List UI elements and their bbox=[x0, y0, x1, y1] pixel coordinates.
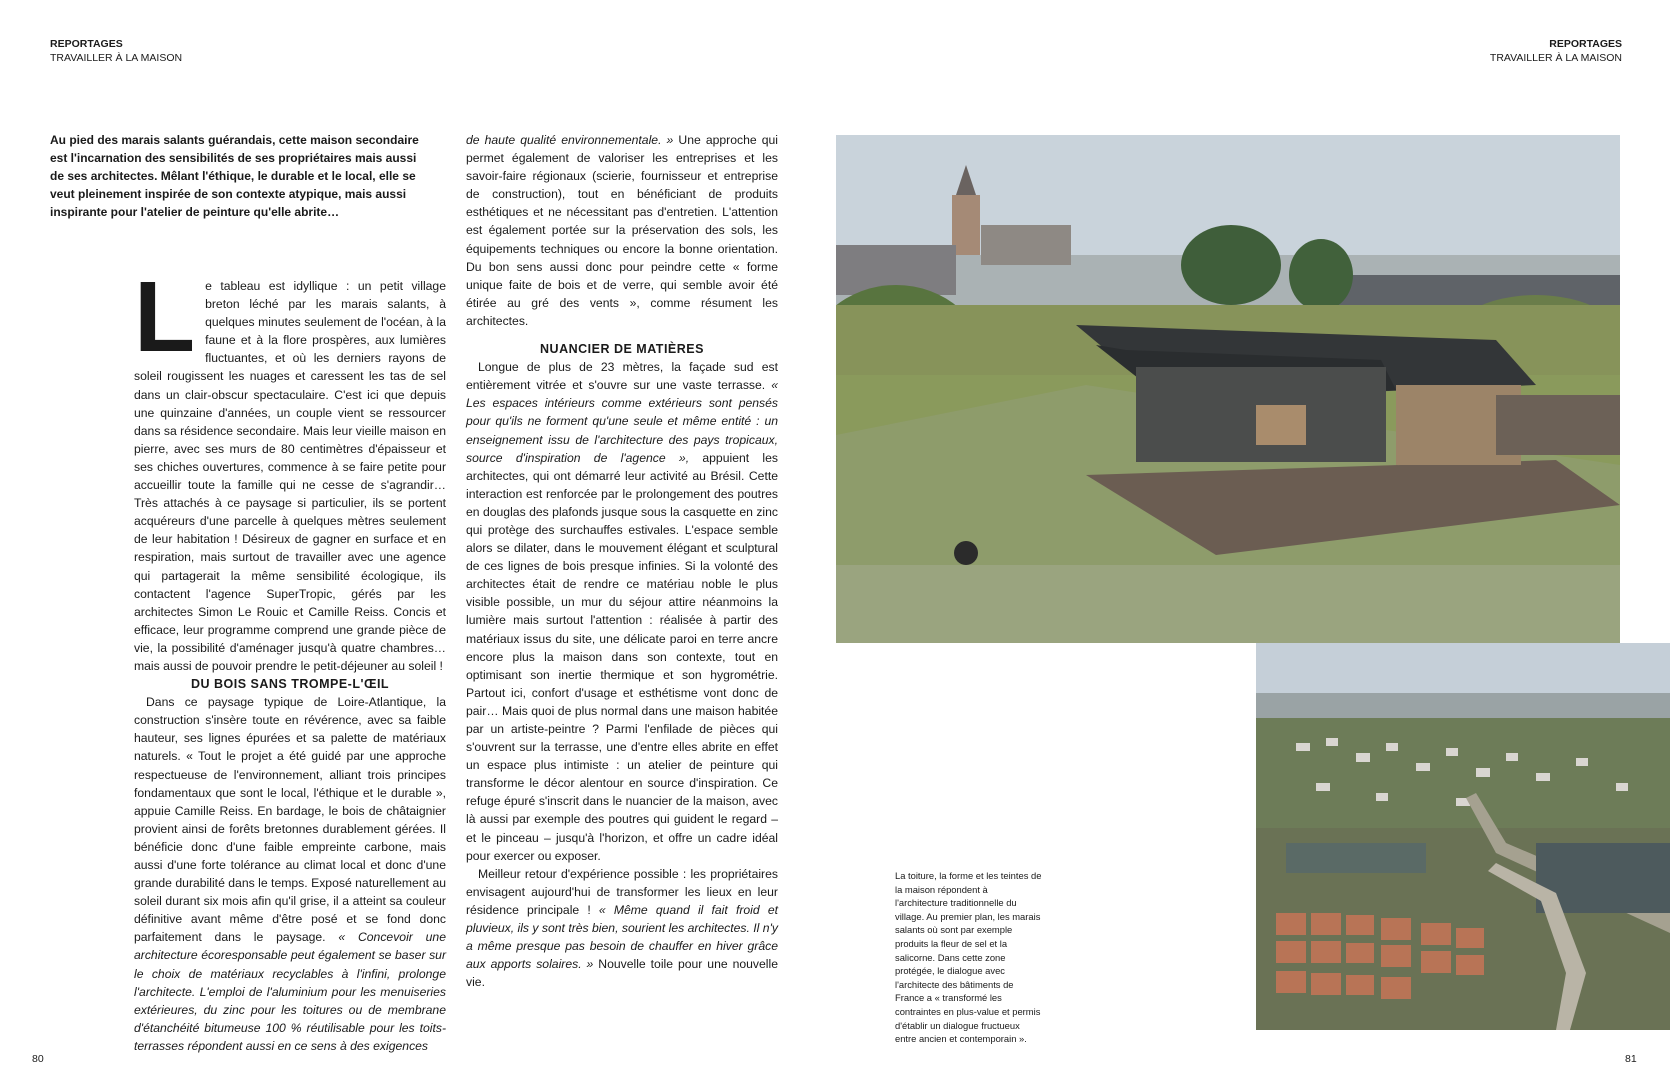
intro-paragraph: Au pied des marais salants guérandais, cette maison secondaire est l'incarnation des sensibilités de ses propriétaires mais aussi de ses architectes. Mêlant l'éthique, le durable et le local, elle se veut pleinement inspirée de son contexte atypique, mais aussi inspirante pour l'atelier de peinture qu'elle abrite… bbox=[50, 133, 419, 219]
section-title: REPORTAGES bbox=[50, 38, 123, 50]
house-photo-illustration bbox=[836, 135, 1620, 643]
section-title-right: REPORTAGES bbox=[1549, 38, 1622, 50]
photo-caption: La toiture, la forme et les teintes de la maison répondent à l'architecture traditionnelle du village. Au premier plan, les marais salants où sont par exemple produits la fleur de sel et la salicorne. Dans cette zone protégée, le dialogue avec l'architecte des bâtiments de France a « transformé les contraintes en plus-value et permis d'établir un dialogue fructueux entre ancien et contemporain ». bbox=[895, 870, 1042, 1045]
subhead-nuancier: NUANCIER DE MATIÈRES bbox=[540, 342, 704, 357]
header-right bbox=[1490, 37, 1622, 65]
page-number-left: 80 bbox=[32, 1053, 44, 1065]
article-column-2 bbox=[466, 131, 778, 991]
article-paragraph: Le tableau est idyllique : un petit village breton léché par les marais salants, à quelques minutes seulement de l'océan, à la faune et à la flore prospères, aux lumières fluctuantes, et où les derniers rayons de soleil rougissent les nuages et caressent les tas de sel dans un clair-obscur spectaculaire. C'est ici que depuis une quinzaine d'années, un couple vient se ressourcer dans sa résidence secondaire. Mais leur vieille maison en pierre, avec ses murs de 80 centimètres d'épaisseur et ses chiches ouvertures, commence à se faire petite pour accueillir toute la famille qui ne cesse de s'agrandir… Très attachés à ce paysage si particulier, ils se portent acquéreurs d'une parcelle à quelques mètres seulement de leur habitation ! Désireux de gagner en surface et en respiration, mais surtout de travailler avec une agence qui partagerait la même sensibilité écologique, ils contactent l'agence SuperTropic, gérés par les architectes Simon Le Rouic et Camille Reiss. Concis et efficace, leur programme comprend une grande pièce de vie, la possibilité d'aménager jusqu'à quatre chambres… mais aussi de pouvoir prendre le petit-déjeuner au soleil ! bbox=[134, 261, 446, 673]
article-paragraph: Dans ce paysage typique de Loire-Atlantique, la construction s'insère toute en révérence, avec sa faible hauteur, ses lignes épurées et sa palette de matériaux naturels. « Tout le projet a été guidé par une approche respectueuse de l'environnement, alliant trois principes fondamentaux que sont le local, l'éthique et le durable », appuie Camille Reiss. En bardage, le bois de châtaignier provient ainsi de forêts bretonnes durablement gérées. Il bénéficie donc d'une faible empreinte carbone, mais aussi d'une forte tolérance au climat local et donc d'une grande durabilité dans le temps. Exposé naturellement au soleil durant six mois afin qu'il grise, il a atteint sa couleur définitive avant même d'être posé et se fond donc parfaitement dans le paysage. « Concevoir une architecture écoresponsable peut également se baser sur le choix de matériaux recyclables à l'infini, prolonge l'architecte. L'emploi de l'aluminium pour les menuiseries extérieures, du zinc pour les toitures ou de membrane d'étanchéité bitumeuse 100 % réutilisable pour les toits-terrasses répondent aussi en ce sens à des exigences bbox=[134, 695, 446, 1053]
subsection-title-right: TRAVAILLER À LA MAISON bbox=[1489, 52, 1622, 64]
aerial-photo-illustration bbox=[1256, 643, 1670, 1030]
aerial-photo bbox=[1256, 643, 1670, 1030]
article-paragraph: de haute qualité environnementale. » Une approche qui permet également de valoriser les entreprises et les savoir-faire régionaux (scierie, fournisseur et entreprise de construction), tout en bénéficiant de produits esthétiques et ne nécessitant pas d'entretien. L'attention est également portée sur la préservation des sols, les équipements techniques ou encore la bonne orientation. Du bon sens aussi donc pour peindre cette « forme unique faite de bois et de verre, qui semble avoir été étirée au gré des vents », comme résument les architectes. bbox=[466, 133, 778, 328]
article-column-1 bbox=[134, 261, 446, 1055]
article-paragraph: Meilleur retour d'expérience possible : les propriétaires envisagent aujourd'hui de transformer les lieux en leur résidence principale ! « Même quand il fait froid et pluvieux, ils y sont très bien, sourient les architectes. Il n'y a même presque pas besoin de chauffer en hiver grâce aux apports solaires. » Nouvelle toile pour une nouvelle vie. bbox=[466, 866, 778, 990]
article-paragraph: Longue de plus de 23 mètres, la façade sud est entièrement vitrée et s'ouvre sur une vaste terrasse. « Les espaces intérieurs comme extérieurs sont pensés pour qu'ils ne forment qu'une seule et même entité : un enseignement issu de l'architecture des pays tropicaux, source d'inspiration de l'agence », appuient les architectes, qui ont démarré leur activité au Brésil. Cette interaction est renforcée par le prolongement des poutres en douglas des plafonds jusque sous la casquette en zinc qui protège des surchauffes estivales. L'espace semble alors se dilater, dans le mouvement élégant et sculptural de ces lignes de bois presque infinies. Si la volonté des architectes était de rendre ce matériau noble le plus visible possible, un mur du séjour attire néanmoins la lumière mais surtout l'attention : réalisée à partir des matériaux issus du site, une délicate paroi en terre ancre encore plus la maison dans son contexte, tout en optimisant son inertie thermique et son hygrométrie. Partout ici, confort d'usage et esthétisme vont donc de pair… Mais quoi de plus normal dans une maison habitée par un artiste-peintre ? Parmi l'enfilade de pièces qui s'ouvrent sur la terrasse, une d'entre elles abrite en effet un espace plus intimiste : un atelier de peinture qui transforme le décor alentour en source d'inspiration. Ce refuge épuré s'inscrit dans le nuancier de la maison, avec là aussi par exemple des poutres qui guident le regard – et le pinceau – jusqu'à l'horizon, et offre un cadre idéal pour exercer ou exposer. bbox=[466, 360, 778, 863]
drop-cap: L bbox=[134, 261, 196, 373]
house-photo bbox=[836, 135, 1620, 643]
header-left bbox=[50, 37, 182, 65]
page-number-right: 81 bbox=[1625, 1053, 1637, 1065]
subsection-title: TRAVAILLER À LA MAISON bbox=[50, 52, 183, 64]
subhead-bois: DU BOIS SANS TROMPE-L'ŒIL bbox=[190, 677, 390, 692]
